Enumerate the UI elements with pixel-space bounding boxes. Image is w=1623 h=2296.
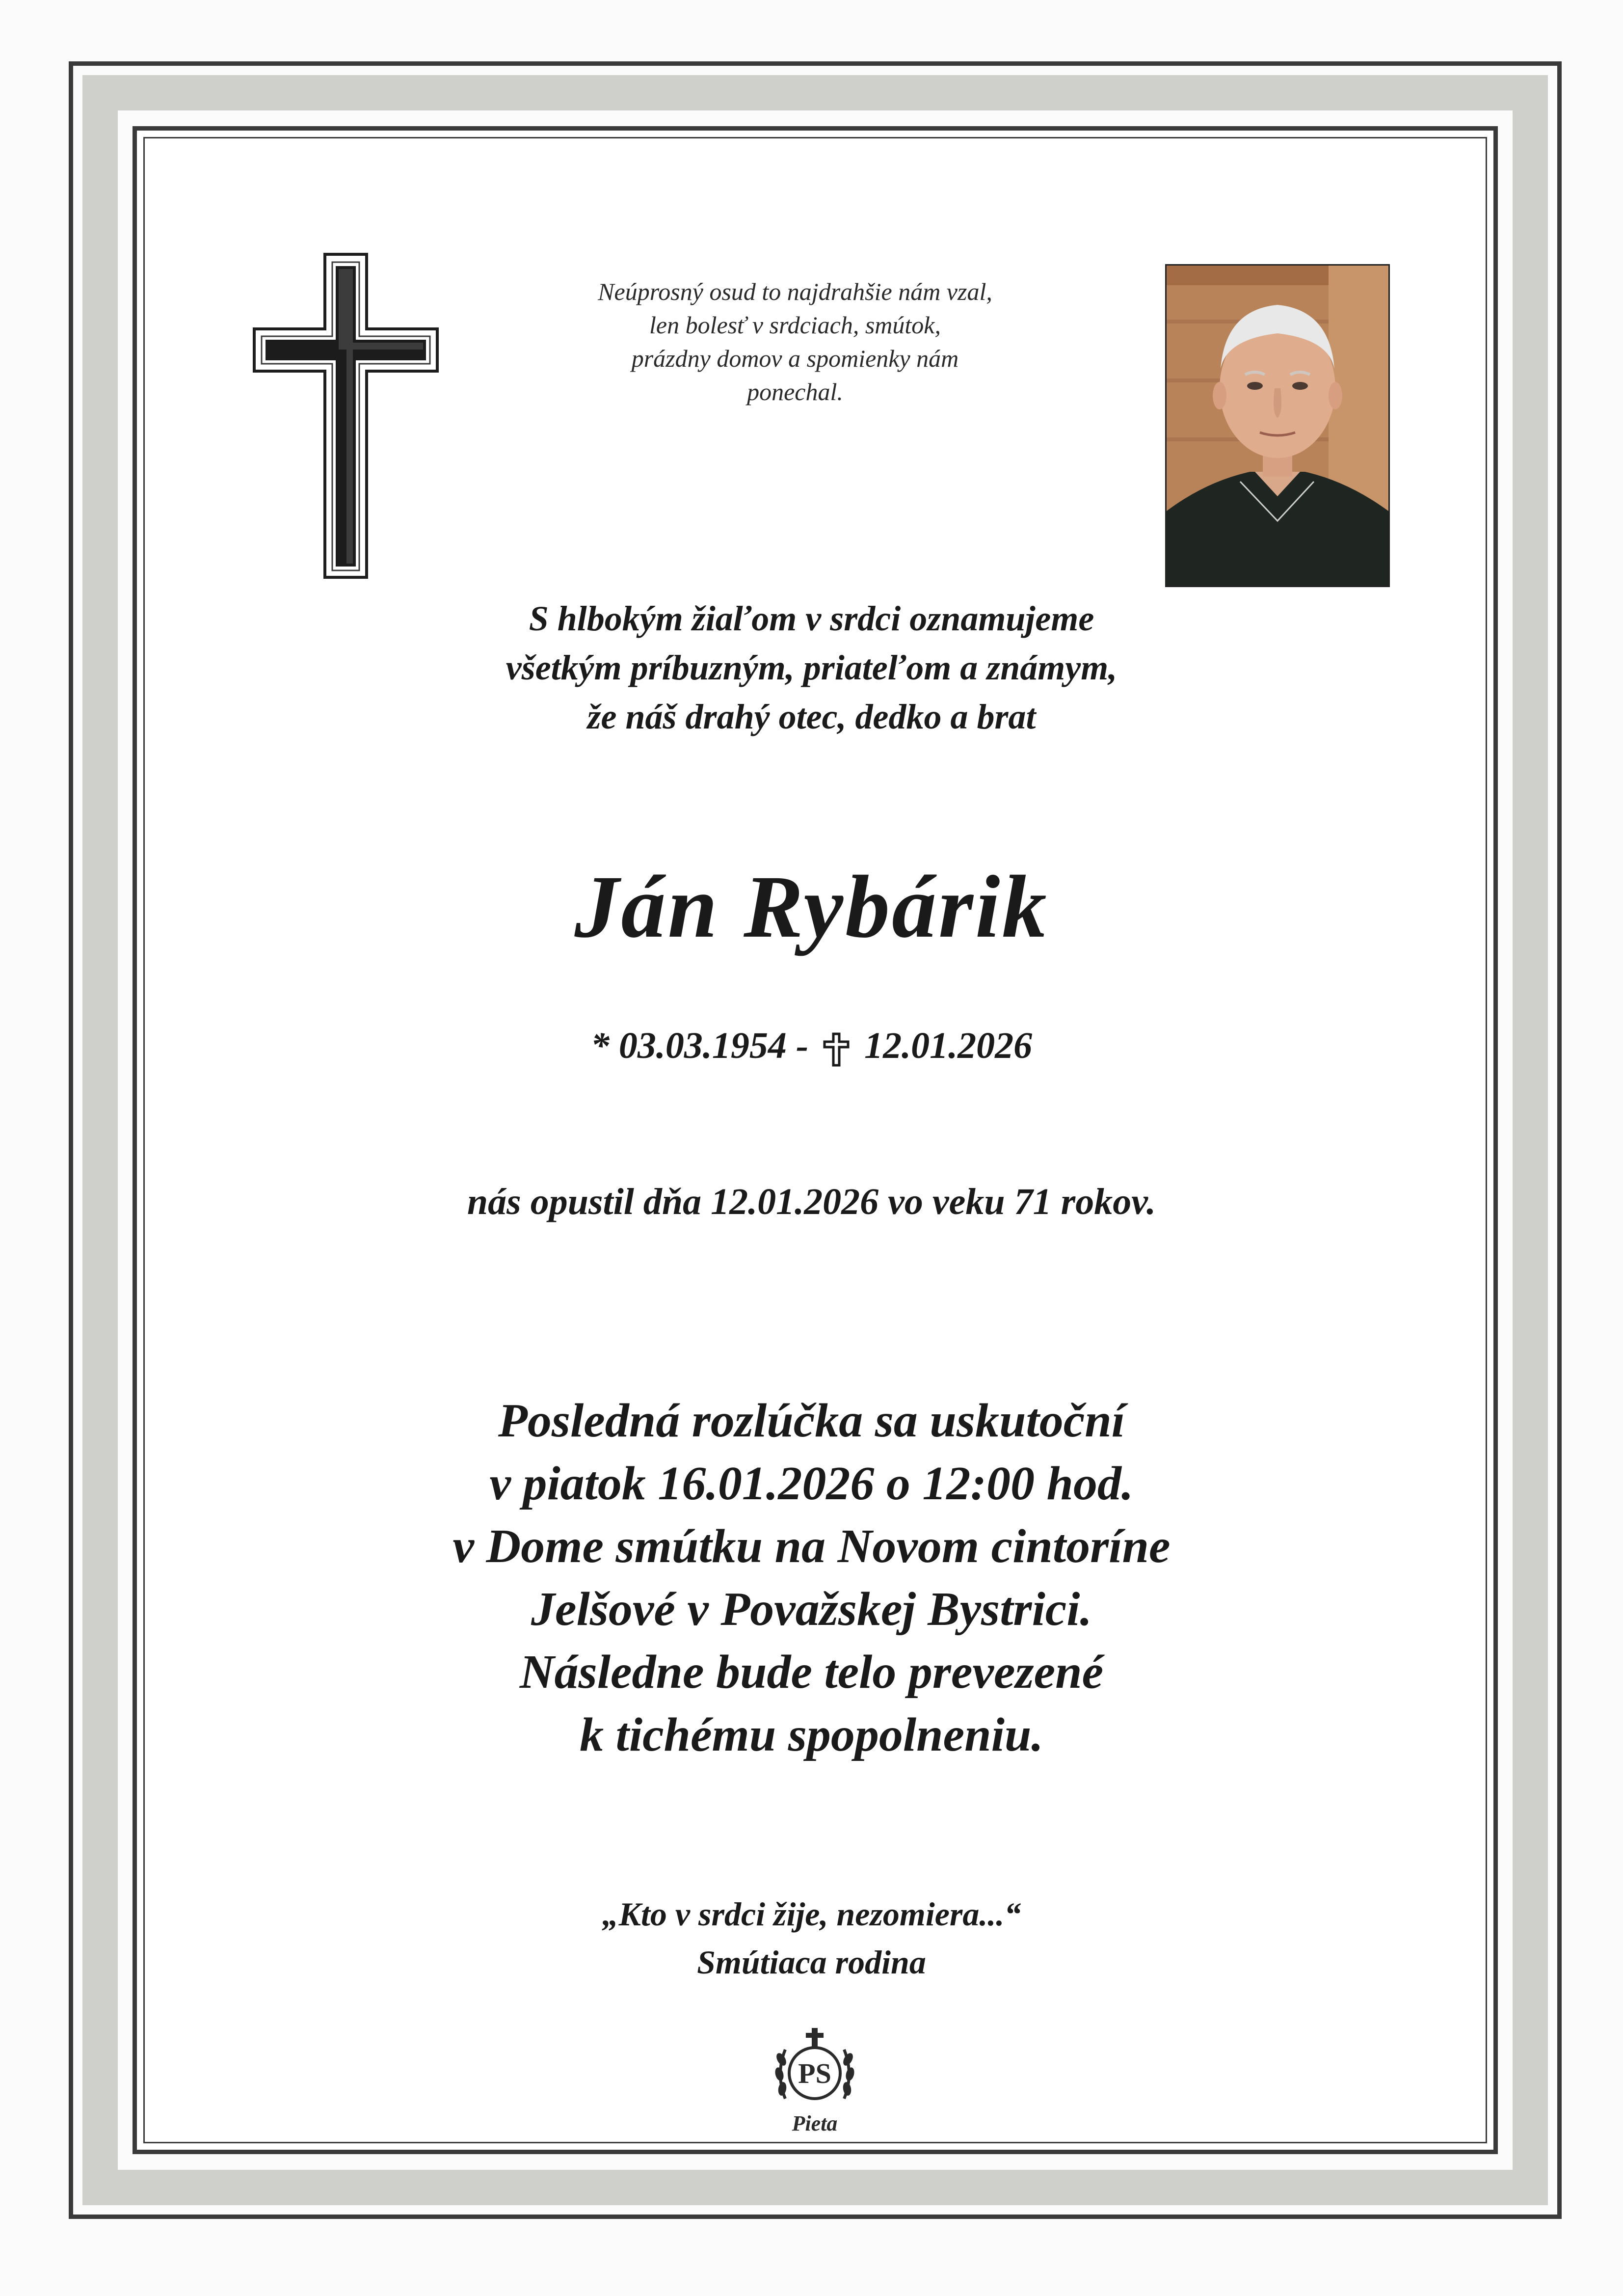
logo-letters: PS (798, 2057, 831, 2089)
pieta-logo (771, 2025, 859, 2108)
poem-line: ponechal. (747, 378, 843, 405)
poem-line: len bolesť v srdciach, smútok, (649, 311, 941, 339)
intro-line: všetkým príbuzným, priateľom a známym, (506, 648, 1117, 687)
announcement-intro (0, 594, 1623, 741)
logo-caption: Pieta (792, 2111, 838, 2135)
funeral-details (0, 1389, 1623, 1766)
ceremony-line: v Dome smútku na Novom cintoríne (452, 1520, 1171, 1573)
ceremony-line: Posledná rozlúčka sa uskutoční (498, 1394, 1125, 1447)
life-dates (0, 1021, 1623, 1070)
ceremony-line: Jelšové v Považskej Bystrici. (531, 1583, 1092, 1636)
ceremony-line: v piatok 16.01.2026 o 12:00 hod. (489, 1457, 1134, 1510)
death-cross-icon (823, 1032, 850, 1067)
latin-cross-icon (251, 251, 440, 580)
passed-statement: nás opustil dňa 12.01.2026 vo veku 71 rokov. (467, 1181, 1156, 1222)
birth-date: * 03.03.1954 - (590, 1025, 809, 1066)
poem-line: Neúprosný osud to najdrahšie nám vzal, (598, 278, 992, 305)
closing (0, 1890, 1623, 1986)
intro-line: S hlbokým žiaľom v srdci oznamujeme (529, 599, 1094, 638)
poem (481, 275, 1109, 408)
family-signature: Smútiaca rodina (697, 1944, 926, 1981)
ceremony-line: Následne bude telo prevezené (519, 1646, 1104, 1699)
deceased-name: Ján Rybárik (574, 858, 1049, 956)
ceremony-line: k tichému spopolneniu. (580, 1708, 1043, 1761)
portrait-photo (1165, 264, 1390, 587)
death-date: 12.01.2026 (864, 1025, 1033, 1066)
intro-line: že náš drahý otec, dedko a brat (587, 697, 1036, 736)
poem-line: prázdny domov a spomienky nám (631, 345, 959, 372)
closing-quote: „Kto v srdci žije, nezomiera...“ (602, 1895, 1021, 1933)
